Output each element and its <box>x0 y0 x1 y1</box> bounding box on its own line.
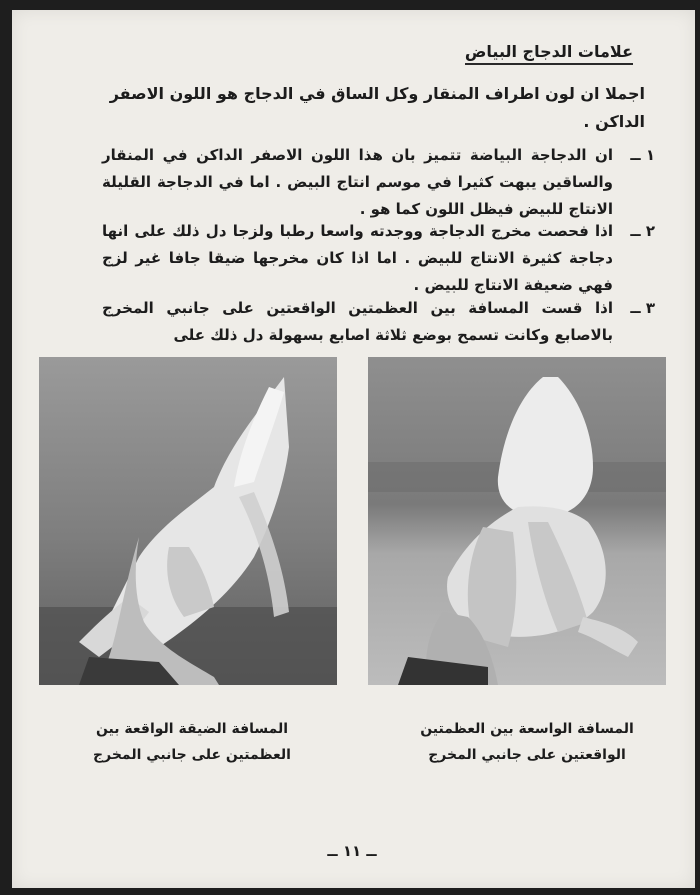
list-item-number: ٣ ــ <box>630 299 655 317</box>
intro-paragraph: اجملا ان لون اطراف المنقار وكل الساق في الدجاج هو اللون الاصفر الداكن . <box>109 84 645 131</box>
caption-narrow-gap: المسافة الضيقة الواقعة بين العظمتين على جانبي المخرج <box>93 721 291 763</box>
page-heading: علامات الدجاج البياض <box>465 42 633 65</box>
list-item-number: ١ ــ <box>630 146 655 164</box>
list-item <box>102 218 653 299</box>
document-page <box>12 10 695 888</box>
caption-wide-gap: المسافة الواسعة بين العظمتين الواقعتين على جانبي المخرج <box>420 721 634 763</box>
list-item-text: اذا قست المسافة بين العظمتين الواقعتين على جانبي المخرج بالاصابع وكانت تسمح بوضع ثلاثة اصابع بسهولة دل ذلك على <box>102 299 613 344</box>
list-item <box>102 295 653 349</box>
list-item-text: اذا فحصت مخرج الدجاجة ووجدته واسعا رطبا ولزجا دل ذلك على انها دجاجة كثيرة الانتاج للبيض . اما اذا كان مخرجها ضيقا جافا غير لزج فهي ضعيفة الانتاج للبيض . <box>102 222 613 294</box>
list-item-text: ان الدجاجة البياضة تتميز بان هذا اللون الاصفر الداكن في المنقار والساقين يبهت كثيرا في موسم انتاج البيض . اما في الدجاجة القليلة الانتاج للبيض فيظل اللون كما هو . <box>102 146 613 218</box>
page-number: ــ ١١ ــ <box>327 842 377 860</box>
photo-narrow-gap <box>39 357 337 685</box>
list-item <box>102 142 653 223</box>
list-item-number: ٢ ــ <box>630 222 655 240</box>
photo-wide-gap <box>368 357 666 685</box>
